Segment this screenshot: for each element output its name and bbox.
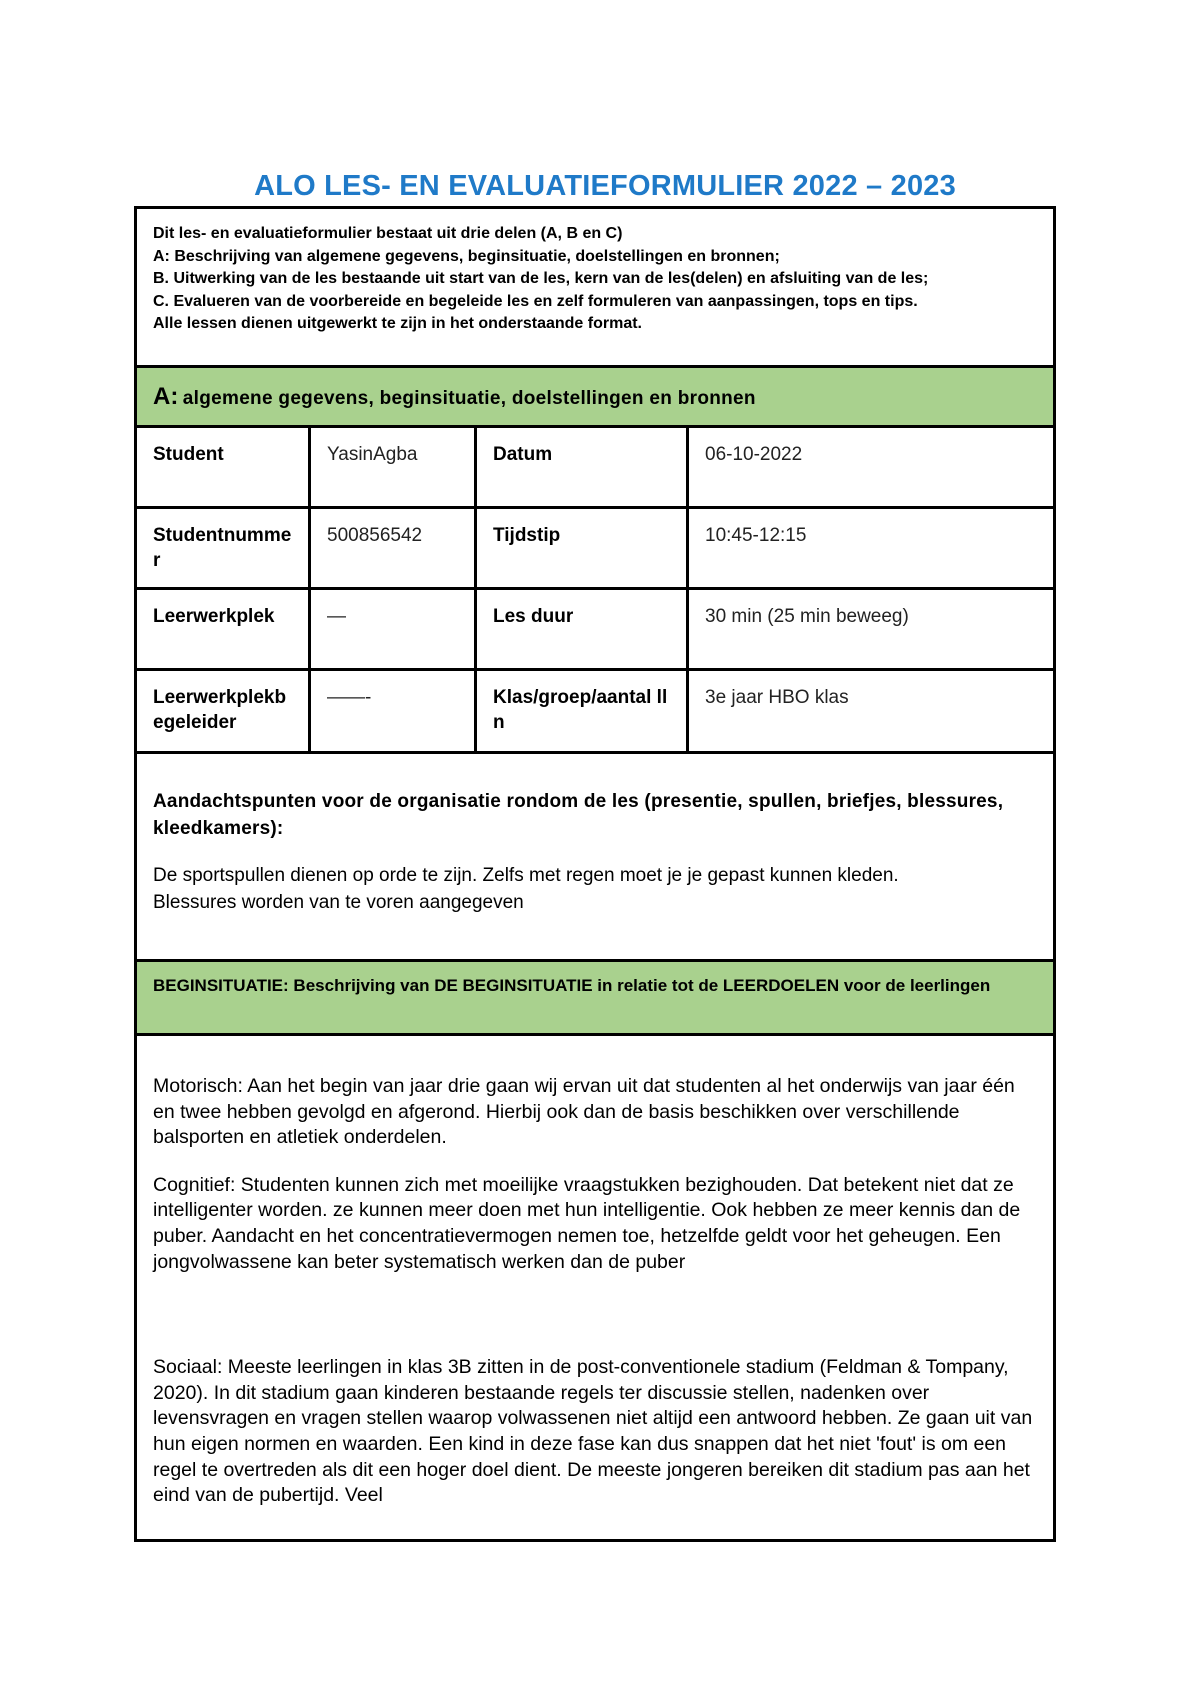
info-label: Leerwerkplek bbox=[136, 589, 310, 670]
page-title: ALO LES- EN EVALUATIEFORMULIER 2022 – 2023 bbox=[254, 170, 956, 202]
beginsituatie-section bbox=[136, 1035, 1055, 1541]
info-row bbox=[136, 427, 1055, 508]
organisation-section bbox=[136, 753, 1055, 961]
info-label: Datum bbox=[476, 427, 688, 508]
intro-section bbox=[136, 208, 1055, 367]
info-label: Leerwerkplekbegeleider bbox=[136, 670, 310, 753]
beginsituatie-paragraph: Motorisch: Aan het begin van jaar drie gaan wij ervan uit dat studenten al het onderwijs van jaar één en twee hebben gevolgd en afgerond. Hierbij ook dan de basis beschikken over verschillende balsporten en atletiek onderdelen. bbox=[153, 1075, 1015, 1149]
section-a-letter: A: bbox=[153, 382, 179, 410]
info-label: Tijdstip bbox=[476, 508, 688, 589]
intro-line: C. Evalueren van de voorbereide en begeleide les en zelf formuleren van aanpassingen, tops en tips. bbox=[153, 292, 918, 310]
info-value: ——- bbox=[310, 670, 476, 753]
intro-line: Alle lessen dienen uitgewerkt te zijn in het onderstaande format. bbox=[153, 315, 642, 332]
info-row bbox=[136, 508, 1055, 589]
info-value: — bbox=[310, 589, 476, 670]
info-value: 3e jaar HBO klas bbox=[688, 670, 1055, 753]
intro-line: A: Beschrijving van algemene gegevens, beginsituatie, doelstellingen en bronnen; bbox=[153, 247, 780, 265]
section-a-heading: algemene gegevens, beginsituatie, doelstellingen en bronnen bbox=[182, 387, 756, 409]
info-value: YasinAgba bbox=[310, 427, 476, 508]
section-a-header bbox=[136, 367, 1055, 427]
info-value: 500856542 bbox=[310, 508, 476, 589]
info-value: 30 min (25 min beweeg) bbox=[688, 589, 1055, 670]
beginsituatie-paragraph: Cognitief: Studenten kunnen zich met moeilijke vraagstukken bezighouden. Dat betekent niet dat ze intelligenter worden. ze kunnen meer doen met hun intelligentie. Ook hebben ze meer kennis dan de puber. Aandacht en het concentratievermogen nemen toe, hetzelfde geldt voor het geheugen. Een jongvolwassene kan beter systematisch werken dan de puber bbox=[153, 1173, 1021, 1273]
info-value: 10:45-12:15 bbox=[688, 508, 1055, 589]
evaluation-form-table bbox=[134, 206, 1056, 1542]
info-row bbox=[136, 670, 1055, 753]
info-value: 06-10-2022 bbox=[688, 427, 1055, 508]
organisation-heading: Aandachtspunten voor de organisatie rondom de les (presentie, spullen, briefjes, blessures, kleedkamers): bbox=[153, 791, 1004, 839]
beginsituatie-paragraph: Sociaal: Meeste leerlingen in klas 3B zitten in de post-conventionele stadium (Feldman & Tompany, 2020). In dit stadium gaan kinderen bestaande regels ter discussie stellen, nadenken over levensvragen en vragen stellen waarop volwassenen niet altijd een antwoord hebben. Ze gaan uit van hun eigen normen en waarden. Een kind in deze fase kan dus snappen dat het niet 'fout' is om een regel te overtreden als dit een hoger doel dient. De meeste jongeren bereiken dit stadium pas aan het eind van de pubertijd. Veel bbox=[153, 1356, 1033, 1507]
organisation-text: Blessures worden van te voren aangegeven bbox=[153, 892, 524, 913]
beginsituatie-heading-lead: BEGINSITUATIE: bbox=[153, 976, 289, 995]
intro-line: Dit les- en evaluatieformulier bestaat uit drie delen (A, B en C) bbox=[153, 225, 623, 242]
info-label: Studentnummer bbox=[136, 508, 310, 589]
organisation-text: De sportspullen dienen op orde te zijn. Zelfs met regen moet je je gepast kunnen kleden. bbox=[153, 865, 899, 886]
intro-line: B. Uitwerking van de les bestaande uit start van de les, kern van de les(delen) en afsluiting van de les; bbox=[153, 270, 929, 287]
info-label: Klas/groep/aantal lln bbox=[476, 670, 688, 753]
info-label: Student bbox=[136, 427, 310, 508]
beginsituatie-header bbox=[136, 961, 1055, 1035]
info-label: Les duur bbox=[476, 589, 688, 670]
beginsituatie-heading-rest: Beschrijving van DE BEGINSITUATIE in relatie tot de LEERDOELEN voor de leerlingen bbox=[293, 976, 991, 995]
info-row bbox=[136, 589, 1055, 670]
